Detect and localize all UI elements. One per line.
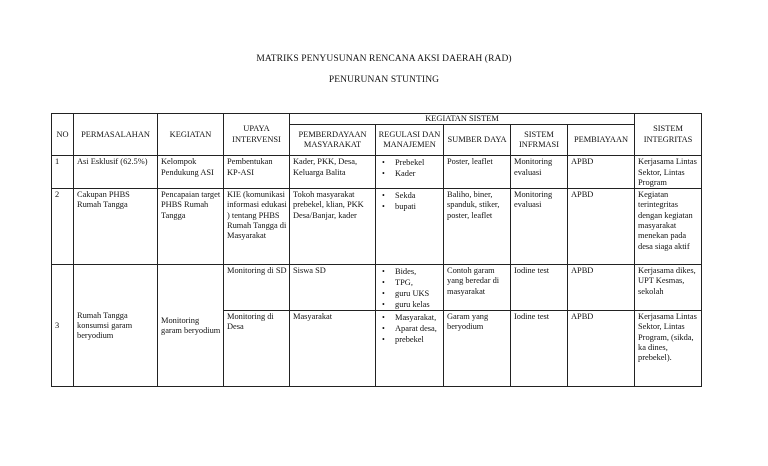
- rad-matrix-table: [51, 113, 702, 387]
- row-kegiatan: Kelompok Pendukung ASI: [158, 156, 224, 189]
- header-pembiayaan: PEMBIAYAAN: [568, 125, 635, 156]
- row-upaya: Monitoring di Desa: [224, 311, 290, 387]
- row-sistem-infrmasi: Iodine test: [511, 311, 568, 387]
- list-item: • Prebekel: [379, 157, 441, 168]
- header-kegiatan: KEGIATAN: [158, 114, 224, 156]
- row-regulasi: [376, 311, 444, 387]
- list-item: • TPG,: [379, 277, 441, 288]
- list-item: • Kader: [379, 168, 441, 179]
- list-item: • guru UKS: [379, 288, 441, 299]
- header-sistem-infrmasi: SISTEM INFRMASI: [511, 125, 568, 156]
- table-row: [52, 265, 702, 311]
- document-title: MATRIKS PENYUSUNAN RENCANA AKSI DAERAH (RAD): [256, 54, 512, 64]
- header-kegiatan-sistem: KEGIATAN SISTEM: [290, 114, 635, 125]
- row-sistem-infrmasi: Monitoring evaluasi: [511, 156, 568, 189]
- row-kegiatan: Pencapaian target PHBS Rumah Tangga: [158, 189, 224, 265]
- row-integritas: Kerjasama Lintas Sektor, Lintas Program: [635, 156, 702, 189]
- list-item: • Bides,: [379, 266, 441, 277]
- table-row: [52, 156, 702, 189]
- row-integritas: Kegiatan terintegritas dengan kegiatan masyarakat menekan pada desa siaga aktif: [635, 189, 702, 265]
- row-upaya: Monitoring di SD: [224, 265, 290, 311]
- row-permasalahan: Asi Esklusif (62.5%): [74, 156, 158, 189]
- header-permasalahan: PERMASALAHAN: [74, 114, 158, 156]
- header-no: NO: [52, 114, 74, 156]
- list-item: • Masyarakat,: [379, 312, 441, 323]
- row-sumber-daya: Poster, leaflet: [444, 156, 511, 189]
- row-permasalahan: Cakupan PHBS Rumah Tangga: [74, 189, 158, 265]
- row-integritas: Kerjasama Lintas Sektor, Lintas Program, (sikda, ka dines, prebekel).: [635, 311, 702, 387]
- row-pemberdayaan: Kader, PKK, Desa, Keluarga Balita: [290, 156, 376, 189]
- row-pembiayaan: APBD: [568, 156, 635, 189]
- list-item: • guru kelas: [379, 299, 441, 310]
- document-subtitle: PENURUNAN STUNTING: [328, 75, 440, 85]
- row-integritas: Kerjasama dikes, UPT Kesmas, sekolah: [635, 265, 702, 311]
- row-sumber-daya: Contoh garam yang beredar di masyarakat: [444, 265, 511, 311]
- list-item: • Sekda: [379, 190, 441, 201]
- row-pemberdayaan: Tokoh masyarakat prebekel, klian, PKK Desa/Banjar, kader: [290, 189, 376, 265]
- row-pemberdayaan: Masyarakat: [290, 311, 376, 387]
- row-regulasi: [376, 156, 444, 189]
- row-permasalahan: Rumah Tangga konsumsi garam beryodium: [74, 265, 158, 387]
- header-regulasi: REGULASI DAN MANAJEMEN: [376, 125, 444, 156]
- header-pemberdayaan: PEMBERDAYAAN MASYARAKAT: [290, 125, 376, 156]
- header-sistem-integritas: SISTEM INTEGRITAS: [635, 114, 702, 156]
- header-sumber-daya: SUMBER DAYA: [444, 125, 511, 156]
- row-pembiayaan: APBD: [568, 265, 635, 311]
- row-no: 1: [52, 156, 74, 189]
- row-pembiayaan: APBD: [568, 189, 635, 265]
- row-upaya: KIE (komunikasi informasi edukasi ) tentang PHBS Rumah Tangga di Masyarakat: [224, 189, 290, 265]
- list-item: • bupati: [379, 201, 441, 212]
- list-item: • prebekel: [379, 334, 441, 345]
- table-row: [52, 189, 702, 265]
- row-sistem-infrmasi: Iodine test: [511, 265, 568, 311]
- row-no: 3: [52, 265, 74, 387]
- row-upaya: Pembentukan KP-ASI: [224, 156, 290, 189]
- row-kegiatan: Monitoring garam beryodium: [158, 265, 224, 387]
- row-sumber-daya: Garam yang beryodium: [444, 311, 511, 387]
- header-upaya-intervensi: UPAYA INTERVENSI: [224, 114, 290, 156]
- row-no: 2: [52, 189, 74, 265]
- list-item: • Aparat desa,: [379, 323, 441, 334]
- row-sumber-daya: Baliho, biner, spanduk, stiker, poster, leaflet: [444, 189, 511, 265]
- row-pembiayaan: APBD: [568, 311, 635, 387]
- row-pemberdayaan: Siswa SD: [290, 265, 376, 311]
- row-sistem-infrmasi: Monitoring evaluasi: [511, 189, 568, 265]
- row-regulasi: [376, 189, 444, 265]
- row-regulasi: [376, 265, 444, 311]
